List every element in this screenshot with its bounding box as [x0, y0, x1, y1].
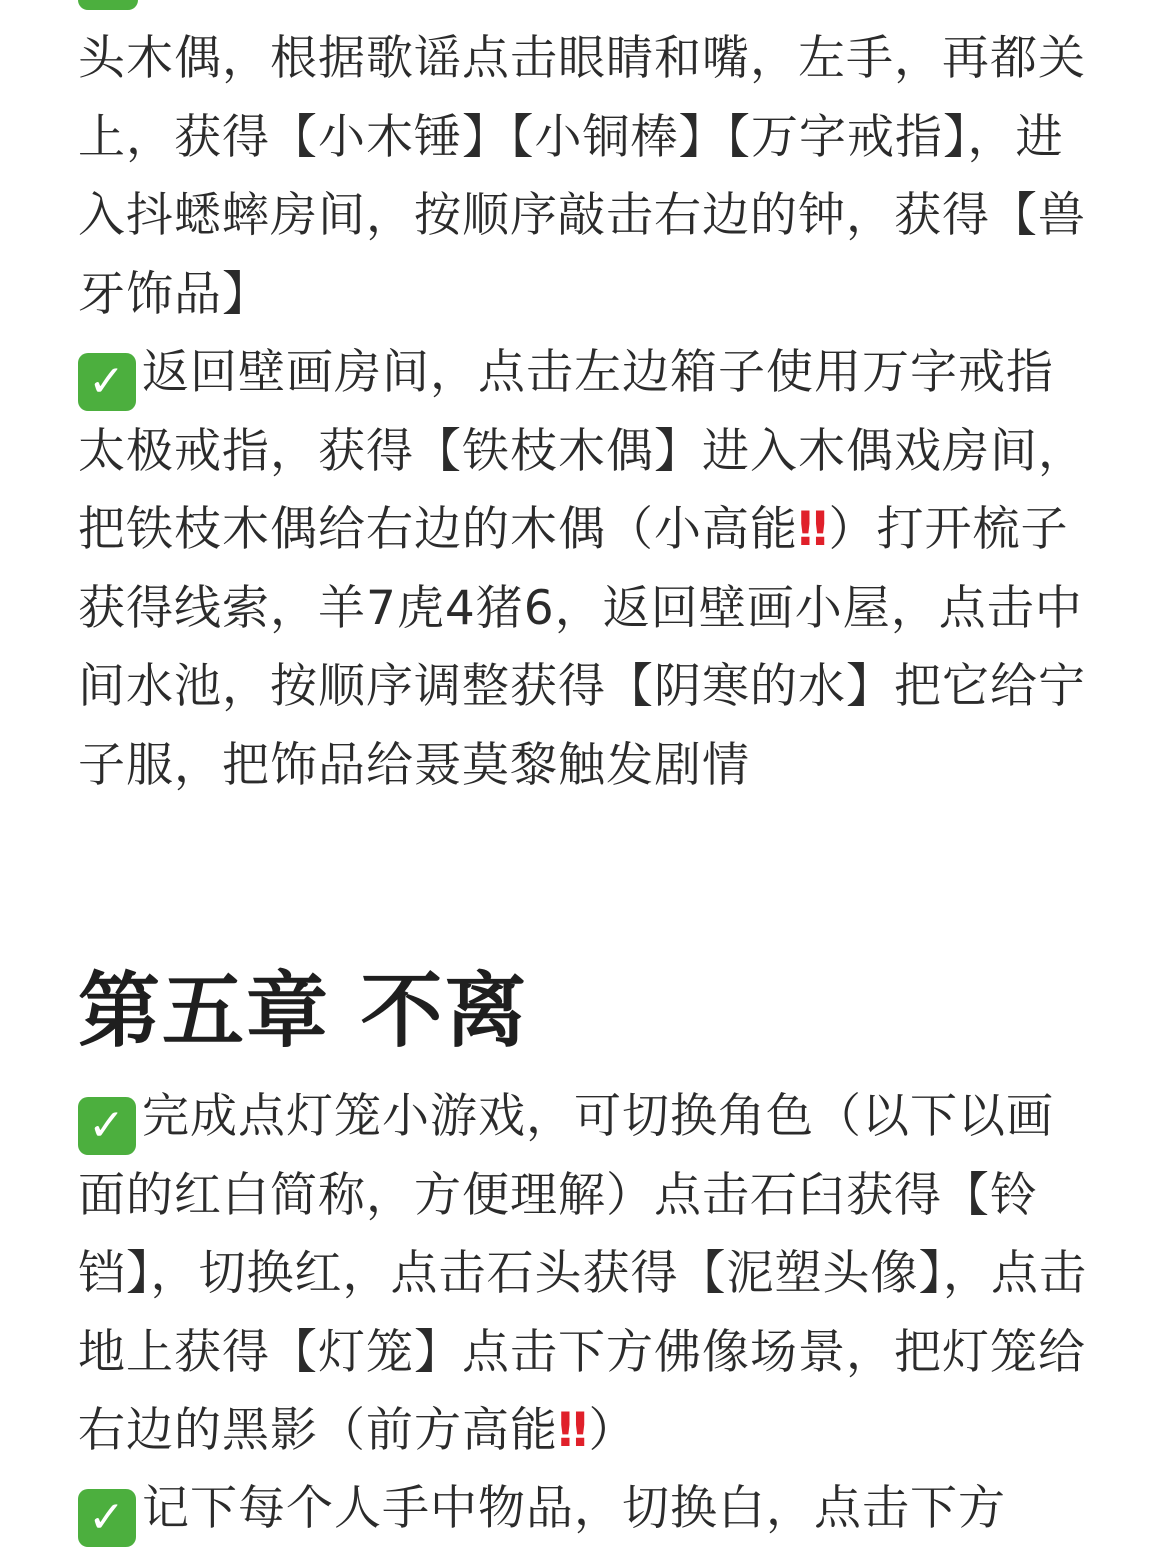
check-mark-button-icon — [78, 0, 138, 10]
double-exclamation-icon: ‼ — [558, 1403, 589, 1458]
step-text: 头木偶，根据歌谣点击眼睛和嘴，左手，再都关上，获得【小木锤】【小铜棒】【万字戒指】，进入抖蟋蟀房间，按顺序敲击右边的钟，获得【兽牙饰品】 — [78, 31, 1086, 322]
step-text-continued: ）打开梳子获得线索，羊7虎4猪6，返回壁画小屋，点击中间水池，按顺序调整获得【阴寒的水】把它给宁子服，把饰品给聂莫黎触发剧情 — [78, 502, 1086, 793]
step-text: 记下每个人手中物品，切换白，点击下方 — [142, 1481, 1006, 1536]
step-text: 完成点灯笼小游戏，可切换角色（以下以画面的红白简称，方便理解）点击石臼获得【铃铛】，切换红，点击石头获得【泥塑头像】，点击地上获得【灯笼】点击下方佛像场景，把灯笼给右边的黑影（前方高能 — [78, 1089, 1087, 1458]
step-paragraph-first — [78, 20, 1092, 334]
step-paragraph-fourth — [78, 1470, 1092, 1549]
check-mark-button-icon: ✓ — [78, 1489, 136, 1547]
double-exclamation-icon: ‼ — [798, 502, 829, 557]
step-paragraph-third — [78, 1078, 1092, 1471]
step-text: 返回壁画房间，点击左边箱子使用万字戒指太极戒指，获得【铁枝木偶】进入木偶戏房间，把铁枝木偶给右边的木偶（小高能 — [78, 345, 1086, 557]
step-paragraph-second — [78, 334, 1092, 805]
check-mark-button-icon: ✓ — [78, 353, 136, 411]
step-text-continued: ） — [588, 1403, 637, 1458]
chapter-heading: 第五章 不离 — [78, 964, 529, 1059]
check-mark-button-icon: ✓ — [78, 1097, 136, 1155]
